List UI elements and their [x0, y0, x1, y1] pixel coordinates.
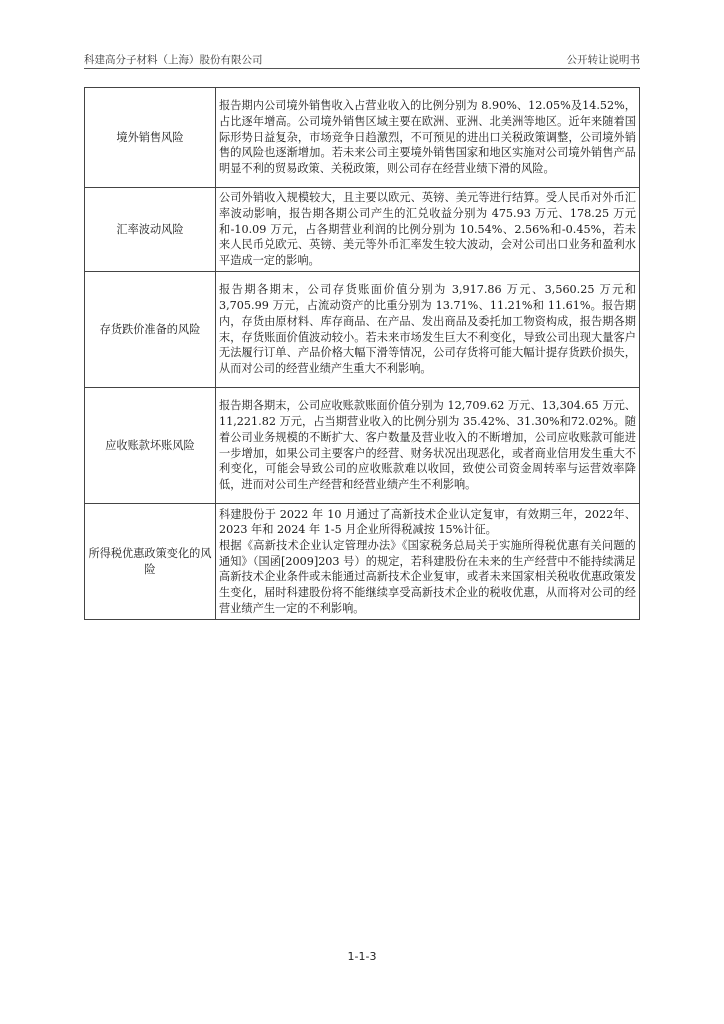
risk-name: 汇率波动风险 — [85, 188, 216, 272]
risk-description — [216, 88, 640, 188]
risk-name: 应收账款坏账风险 — [85, 388, 216, 504]
risk-paragraph: 根据《高新技术企业认定管理办法》《国家税务总局关于实施所得税优惠有关问题的通知》（国函[2009]203 号）的规定，若科建股份在未来的生产经营中不能持续满足高新技术企业条件或未能通过高新技术企业复审，或者未来国家相关税收优惠政策发生变化，届时科建股份将不能继续享受高新技术企业的税收优惠，从而将对公司的经营业绩产生一定的不利影响。 — [219, 538, 636, 615]
table-row — [85, 272, 640, 388]
risk-name: 境外销售风险 — [85, 88, 216, 188]
table-row — [85, 504, 640, 620]
risk-description — [216, 272, 640, 388]
document-type: 公开转让说明书 — [566, 54, 640, 66]
risk-paragraph: 报告期各期末，公司应收账款账面价值分别为 12,709.62 万元、13,304.65 万元、11,221.82 万元，占当期营业收入的比例分别为 35.42%、31.30%和72.02%。随着公司业务规模的不断扩大、客户数量及营业收入的不断增加，公司应收账款可能进一步增加，如果公司主要客户的经营、财务状况出现恶化，或者商业信用发生重大不利变化，可能会导致公司的应收账款难以收回，致使公司资金周转率与运营效率降低，进而对公司生产经营和经营业绩产生不利影响。 — [219, 399, 636, 491]
risk-name: 所得税优惠政策变化的风险 — [85, 504, 216, 620]
risk-paragraph: 公司外销收入规模较大，且主要以欧元、英镑、美元等进行结算。受人民币对外币汇率波动影响，报告期各期公司产生的汇兑收益分别为 475.93 万元、178.25 万元和-10.09 万元，占各期营业利润的比例分别为 10.54%、2.56%和-0.45%，若未来人民币兑欧元、英镑、美元等外币汇率发生较大波动，会对公司出口业务和盈利水平造成一定的影响。 — [219, 191, 636, 268]
risk-paragraph: 报告期内公司境外销售收入占营业收入的比例分别为 8.90%、12.05%及14.52%，占比逐年增高。公司境外销售区域主要在欧洲、亚洲、北美洲等地区。近年来随着国际形势日益复杂，市场竞争日趋激烈，不可预见的进出口关税政策调整，公司境外销售的风险也逐渐增加。若未来公司主要境外销售国家和地区实施对公司境外销售产品明显不利的贸易政策、关税政策，则公司存在经营业绩下滑的风险。 — [219, 99, 636, 176]
risk-paragraph: 报告期各期末，公司存货账面价值分别为 3,917.86 万元、3,560.25 万元和3,705.99 万元，占流动资产的比重分别为 13.71%、11.21%和 11.61%。报告期内，存货由原材料、库存商品、在产品、发出商品及委托加工物资构成，报告期各期末，存货账面价值波动较小。若未来市场发生巨大不利变化，导致公司出现大量客户无法履行订单、产品价格大幅下滑等情况，公司存货将可能大幅计提存货跌价损失，从而对公司的经营业绩产生重大不利影响。 — [219, 283, 636, 375]
risk-description — [216, 388, 640, 504]
page-number: 1-1-3 — [347, 950, 377, 963]
header-divider — [84, 68, 640, 69]
risk-description — [216, 188, 640, 272]
risk-table — [84, 87, 640, 620]
company-name: 科建高分子材料（上海）股份有限公司 — [84, 54, 263, 66]
table-row — [85, 188, 640, 272]
risk-name: 存货跌价准备的风险 — [85, 272, 216, 388]
risk-description — [216, 504, 640, 620]
risk-paragraph: 科建股份于 2022 年 10 月通过了高新技术企业认定复审，有效期三年，2022年、2023 年和 2024 年 1-5 月企业所得税减按 15%计征。 — [219, 507, 636, 537]
page-header — [84, 50, 640, 68]
table-row — [85, 388, 640, 504]
table-row — [85, 88, 640, 188]
